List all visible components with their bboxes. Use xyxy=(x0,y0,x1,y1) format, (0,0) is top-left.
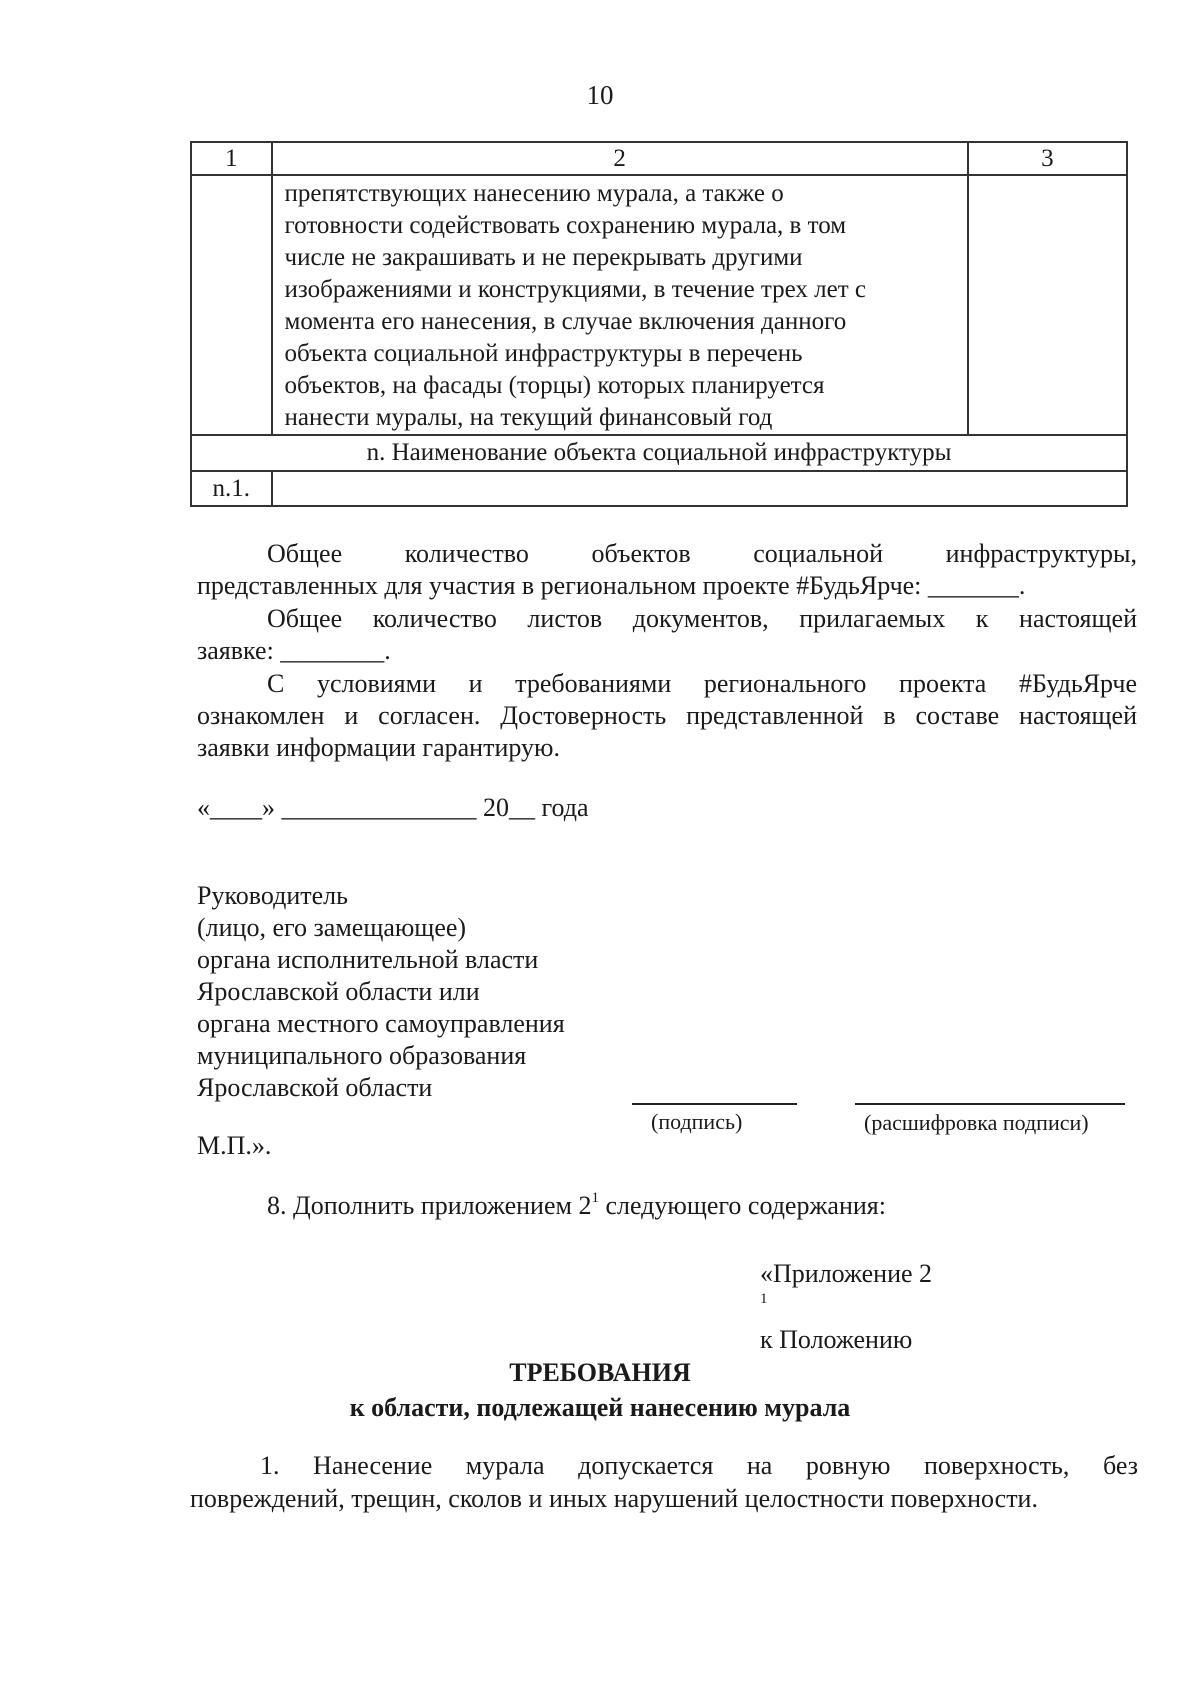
paragraph-line: ознакомлен и согласен. Достоверность представленной в составе настоящей xyxy=(197,701,1137,730)
table-row-item xyxy=(191,471,1127,506)
decoding-line xyxy=(855,1103,1125,1105)
table-cell-empty xyxy=(191,175,272,435)
paragraph-line: Общее количество листов документов, прилагаемых к настоящей xyxy=(267,604,1137,633)
table-cell-text xyxy=(272,175,968,435)
paragraph-line: заявки информации гарантирую. xyxy=(197,733,560,762)
paragraph-line: Общее количество объектов социальной инфраструктуры, xyxy=(267,539,1137,568)
table-text-line: объектов, на фасады (торцы) которых планируется xyxy=(284,372,825,399)
signer-line: органа местного самоуправления xyxy=(197,1009,565,1038)
section-subtitle: к области, подлежащей нанесению мурала xyxy=(349,1393,851,1422)
signer-line: (лицо, его замещающее) xyxy=(197,913,467,942)
appendix-subline: к Положению xyxy=(760,1325,913,1354)
paragraph-line: С условиями и требованиями регионального проекта #БудьЯрче xyxy=(267,669,1137,698)
table-text-line: момента его нанесения, в случае включения данного xyxy=(284,308,847,335)
appendix-title: «Приложение 2 xyxy=(760,1259,933,1288)
column-header-1: 1 xyxy=(191,142,272,175)
table-row-object-name xyxy=(191,435,1127,471)
table-text-line: нанести муралы, на текущий финансовый год xyxy=(284,404,773,431)
table-row xyxy=(191,175,1127,435)
paragraph-line: 1. Нанесение мурала допускается на ровную поверхность, без xyxy=(260,1451,1138,1480)
item-content-cell xyxy=(272,471,1127,506)
requirement-paragraph xyxy=(190,1449,1138,1515)
total-objects-paragraph xyxy=(197,538,1137,602)
signature-line xyxy=(632,1103,797,1105)
object-name-cell: n. Наименование объекта социальной инфраструктуры xyxy=(191,435,1127,471)
sheets-paragraph xyxy=(197,603,1137,667)
decoding-caption: (расшифровка подписи) xyxy=(864,1110,1089,1135)
appendix-reference xyxy=(760,1257,932,1356)
column-header-2: 2 xyxy=(272,142,968,175)
agreement-paragraph xyxy=(197,668,1137,764)
paragraph-line: повреждений, трещин, сколов и иных нарушений целостности поверхности. xyxy=(190,1484,1038,1513)
appendix-superscript: 1 xyxy=(760,1291,768,1308)
section-title: ТРЕБОВАНИЯ xyxy=(509,1358,691,1387)
page-number: 10 xyxy=(586,80,614,110)
signer-block xyxy=(197,880,565,1104)
stamp-mark: М.П.». xyxy=(197,1131,272,1160)
paragraph-line: заявке: ________. xyxy=(197,636,391,665)
date-line: «____» _______________ 20__ года xyxy=(197,793,589,822)
amendment-line xyxy=(267,1191,886,1221)
column-header-3: 3 xyxy=(968,142,1127,175)
appendix-title-line xyxy=(760,1257,932,1323)
amendment-tail: следующего содержания: xyxy=(598,1191,886,1220)
amendment-superscript: 1 xyxy=(591,1190,599,1207)
table-text-line: изображениями и конструкциями, в течение трех лет с xyxy=(284,276,867,303)
table-text-line: препятствующих нанесению мурала, а также о xyxy=(284,180,784,207)
item-number-cell: n.1. xyxy=(191,471,272,506)
application-table xyxy=(190,141,1128,507)
signer-line: Ярославской области xyxy=(197,1073,433,1102)
paragraph-line: представленных для участия в региональном проекте #БудьЯрче: _______. xyxy=(197,571,1026,600)
signer-line: органа исполнительной власти xyxy=(197,945,539,974)
signer-line: муниципального образования xyxy=(197,1041,527,1070)
table-text-line: готовности содействовать сохранению мурала, в том xyxy=(284,212,847,239)
table-header-row xyxy=(191,142,1127,175)
amendment-text: 8. Дополнить приложением 2 xyxy=(267,1191,592,1220)
table-text-line: объекта социальной инфраструктуры в перечень xyxy=(284,340,803,367)
table-cell-empty xyxy=(968,175,1127,435)
signer-line: Ярославской области или xyxy=(197,977,480,1006)
signature-caption: (подпись) xyxy=(651,1109,743,1134)
signer-line: Руководитель xyxy=(197,881,348,910)
table-text-line: числе не закрашивать и не перекрывать другими xyxy=(284,244,803,271)
